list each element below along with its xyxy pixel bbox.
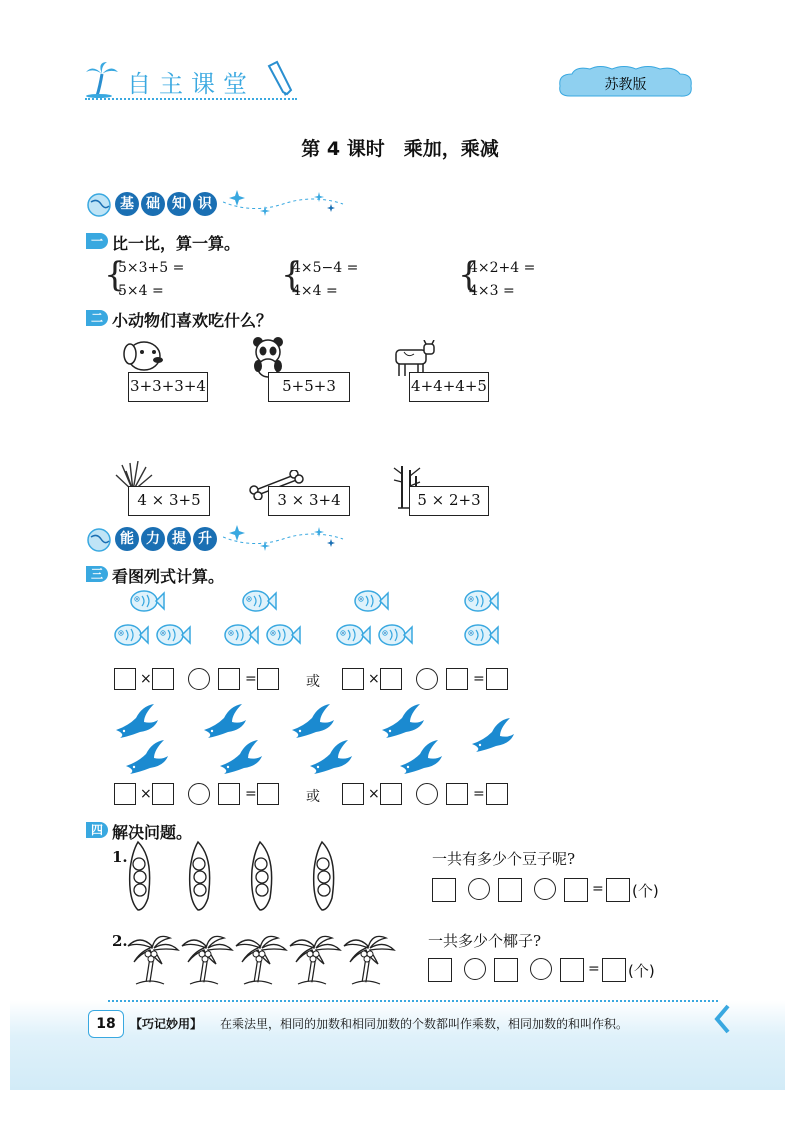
times-sign: × bbox=[140, 786, 152, 802]
tip-text: 在乘法里，相同的加数和相同加数的个数都叫作乘数，相同加数的和叫作积。 bbox=[220, 1017, 629, 1031]
answer-box[interactable] bbox=[218, 668, 240, 690]
answer-box[interactable] bbox=[494, 958, 518, 982]
swallow-icon bbox=[124, 740, 170, 776]
answer-box[interactable] bbox=[498, 878, 522, 902]
question-number: 四 bbox=[86, 822, 108, 838]
question-number: 二 bbox=[86, 310, 108, 326]
answer-box[interactable] bbox=[218, 783, 240, 805]
palm-trees-picture bbox=[126, 930, 406, 986]
swallow-icon bbox=[114, 704, 160, 740]
fish-icon bbox=[352, 588, 392, 616]
footer-divider bbox=[108, 1000, 718, 1002]
answer-box[interactable] bbox=[152, 668, 174, 690]
coconut-palm-icon bbox=[126, 932, 180, 986]
pea-pod-icon bbox=[124, 840, 156, 912]
globe-icon bbox=[85, 527, 113, 553]
swallow-icon bbox=[380, 704, 426, 740]
header bbox=[85, 58, 300, 100]
pea-pod-icon bbox=[246, 840, 278, 912]
fish-icon bbox=[462, 622, 502, 650]
pea-pod-icon bbox=[308, 840, 340, 912]
animal-expression-box[interactable]: 5+5+3 bbox=[268, 372, 350, 402]
answer-box[interactable] bbox=[602, 958, 626, 982]
expression-bottom: 4×4 = bbox=[292, 283, 338, 299]
badge-char: 基 bbox=[115, 192, 139, 216]
answer-box[interactable] bbox=[152, 783, 174, 805]
brace: { bbox=[458, 255, 480, 295]
times-sign: × bbox=[140, 671, 152, 687]
pea-pod-icon bbox=[184, 840, 216, 912]
sparkle-trail-icon bbox=[223, 521, 423, 553]
coconut-palm-icon bbox=[180, 932, 234, 986]
header-underline bbox=[85, 98, 297, 100]
answer-row bbox=[428, 958, 668, 984]
equation-row bbox=[114, 783, 534, 809]
edition-cloud bbox=[558, 66, 693, 100]
brace: { bbox=[281, 255, 303, 295]
question-text: 比一比，算一算。 bbox=[112, 234, 241, 253]
equation-row bbox=[114, 668, 534, 694]
coconut-palm-icon bbox=[342, 932, 396, 986]
badge-char: 能 bbox=[115, 527, 139, 551]
unit-label: (个) bbox=[632, 882, 659, 900]
answer-box[interactable] bbox=[446, 668, 468, 690]
coconut-palm-icon bbox=[234, 932, 288, 986]
expression-top: 4×5−4 = bbox=[292, 260, 359, 276]
footer-band bbox=[10, 1000, 785, 1090]
pea-pods-picture bbox=[124, 840, 364, 910]
lesson-title: 第 4 课时 乘加，乘减 bbox=[301, 138, 499, 160]
answer-box[interactable] bbox=[486, 783, 508, 805]
badge-char: 力 bbox=[141, 527, 165, 551]
swallow-icon bbox=[398, 740, 444, 776]
answer-box[interactable] bbox=[380, 668, 402, 690]
operator-circle[interactable] bbox=[188, 668, 210, 690]
swallow-icon bbox=[308, 740, 354, 776]
operator-circle[interactable] bbox=[188, 783, 210, 805]
operator-circle[interactable] bbox=[468, 878, 490, 900]
answer-box[interactable] bbox=[380, 783, 402, 805]
answer-box[interactable] bbox=[560, 958, 584, 982]
equals-sign: = bbox=[473, 671, 485, 687]
fish-icon bbox=[334, 622, 374, 650]
question-text: 看图列式计算。 bbox=[112, 567, 225, 586]
expression-top: 5×3+5 = bbox=[118, 260, 185, 276]
fish-icon bbox=[128, 588, 168, 616]
header-title: 自主课堂 bbox=[127, 70, 255, 98]
question-number: 一 bbox=[86, 233, 108, 249]
page-number: 18 bbox=[88, 1010, 124, 1038]
fish-icon bbox=[154, 622, 194, 650]
operator-circle[interactable] bbox=[530, 958, 552, 980]
answer-box[interactable] bbox=[257, 668, 279, 690]
answer-box[interactable] bbox=[564, 878, 588, 902]
fish-icon bbox=[240, 588, 280, 616]
operator-circle[interactable] bbox=[416, 783, 438, 805]
answer-box[interactable] bbox=[486, 668, 508, 690]
fish-icon bbox=[462, 588, 502, 616]
equals-sign: = bbox=[473, 786, 485, 802]
answer-row bbox=[432, 878, 672, 904]
fish-icon bbox=[222, 622, 262, 650]
animal-expression-box[interactable]: 4+4+4+5 bbox=[409, 372, 489, 402]
swallow-icon bbox=[290, 704, 336, 740]
brace: { bbox=[104, 255, 126, 295]
or-word: 或 bbox=[306, 674, 320, 690]
answer-box[interactable] bbox=[257, 783, 279, 805]
badge-char: 升 bbox=[193, 527, 217, 551]
expression-bottom: 5×4 = bbox=[118, 283, 164, 299]
food-expression-box[interactable]: 5 × 2+3 bbox=[409, 486, 489, 516]
badge-char: 提 bbox=[167, 527, 191, 551]
times-sign: × bbox=[368, 786, 380, 802]
equals-sign: = bbox=[245, 671, 257, 687]
question-number: 三 bbox=[86, 566, 108, 582]
fish-icon bbox=[112, 622, 152, 650]
food-expression-box[interactable]: 3 × 3+4 bbox=[268, 486, 350, 516]
problem-question: 一共多少个椰子? bbox=[428, 932, 542, 950]
question-text: 解决问题。 bbox=[112, 823, 193, 842]
edition-label: 苏教版 bbox=[604, 77, 647, 93]
tip-label: 【巧记妙用】 bbox=[130, 1017, 203, 1031]
operator-circle[interactable] bbox=[534, 878, 556, 900]
operator-circle[interactable] bbox=[464, 958, 486, 980]
answer-box[interactable] bbox=[432, 878, 456, 902]
globe-icon bbox=[85, 192, 113, 218]
swallow-icon bbox=[218, 740, 264, 776]
answer-box[interactable] bbox=[114, 668, 136, 690]
times-sign: × bbox=[368, 671, 380, 687]
answer-box[interactable] bbox=[428, 958, 452, 982]
equals-sign: = bbox=[592, 881, 604, 897]
answer-box[interactable] bbox=[114, 783, 136, 805]
problem-number: 1. bbox=[112, 848, 128, 866]
answer-box[interactable] bbox=[342, 668, 364, 690]
operator-circle[interactable] bbox=[416, 668, 438, 690]
answer-box[interactable] bbox=[342, 783, 364, 805]
animal-expression-box[interactable]: 3+3+3+4 bbox=[128, 372, 208, 402]
fish-picture bbox=[110, 588, 530, 660]
answer-box[interactable] bbox=[606, 878, 630, 902]
palm-tree-icon bbox=[85, 60, 119, 98]
swallow-icon bbox=[470, 718, 516, 754]
problem-number: 2. bbox=[112, 932, 128, 950]
sparkle-trail-icon bbox=[223, 186, 423, 218]
badge-char: 础 bbox=[141, 192, 165, 216]
bird-picture bbox=[110, 700, 530, 776]
badge-char: 知 bbox=[167, 192, 191, 216]
fish-icon bbox=[264, 622, 304, 650]
or-word: 或 bbox=[306, 789, 320, 805]
coconut-palm-icon bbox=[288, 932, 342, 986]
expression-bottom: 4×3 = bbox=[469, 283, 515, 299]
food-expression-box[interactable]: 4 × 3+5 bbox=[128, 486, 210, 516]
question-text: 小动物们喜欢吃什么？ bbox=[112, 311, 273, 330]
swallow-icon bbox=[202, 704, 248, 740]
chevron-left-icon bbox=[713, 1004, 731, 1034]
equals-sign: = bbox=[245, 786, 257, 802]
answer-box[interactable] bbox=[446, 783, 468, 805]
expression-top: 4×2+4 = bbox=[469, 260, 536, 276]
badge-char: 识 bbox=[193, 192, 217, 216]
problem-question: 一共有多少个豆子呢? bbox=[432, 850, 576, 868]
unit-label: (个) bbox=[628, 962, 655, 980]
equals-sign: = bbox=[588, 961, 600, 977]
pencil-icon bbox=[265, 60, 295, 96]
fish-icon bbox=[376, 622, 416, 650]
dog-icon bbox=[120, 334, 168, 374]
